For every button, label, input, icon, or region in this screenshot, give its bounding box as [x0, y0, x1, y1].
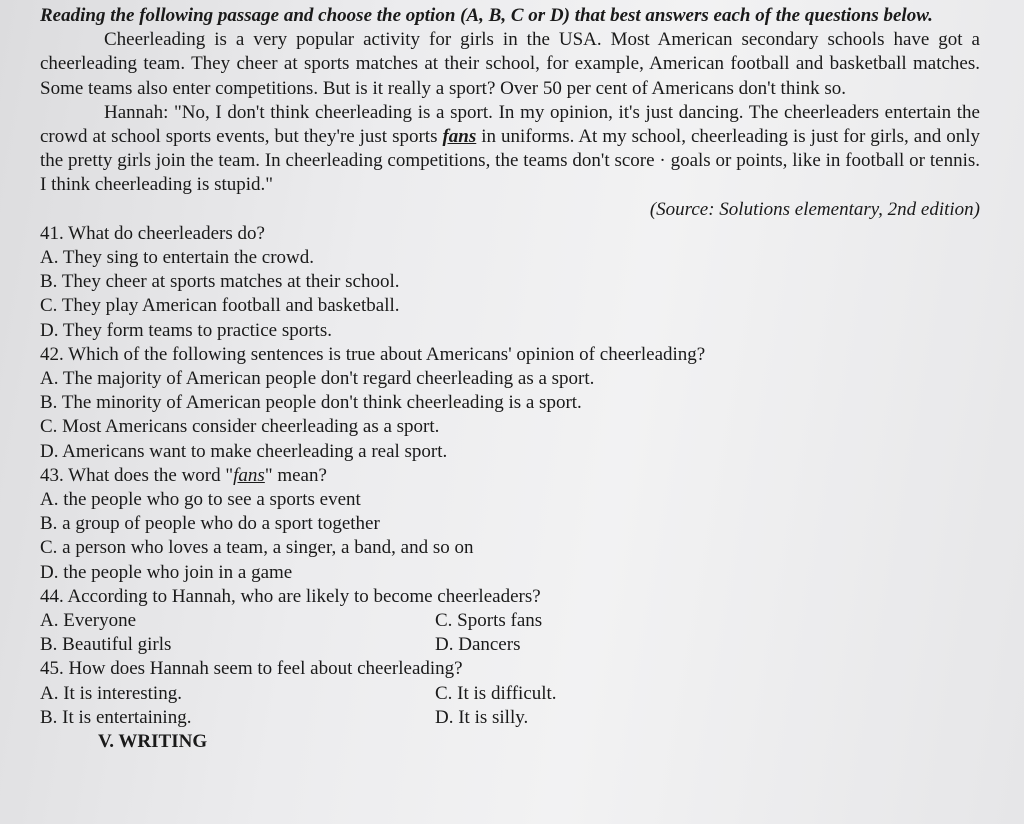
q44-option-a: A. Everyone [40, 610, 137, 632]
q42-option-a: A. The majority of American people don't regard cheerleading as a sport. [40, 368, 595, 390]
passage-paragraph-2 [40, 101, 980, 198]
q44-option-b: B. Beautiful girls [40, 634, 172, 656]
q43-option-c: C. a person who loves a team, a singer, a band, and so on [40, 537, 474, 559]
q45-option-d: D. It is silly. [435, 706, 529, 728]
q43-stem-before: 43. What does the word " [40, 464, 234, 486]
q45-options-row-1 [40, 682, 980, 706]
worksheet-content [40, 4, 980, 754]
question-42: 42. Which of the following sentences is true about Americans' opinion of cheerleading? [40, 343, 706, 365]
instruction: Reading the following passage and choose the option (A, B, C or D) that best answers each of the questions below. [40, 5, 933, 26]
q42-option-c: C. Most Americans consider cheerleading as a sport. [40, 416, 440, 438]
q42-option-b: B. The minority of American people don't think cheerleading is a sport. [40, 392, 582, 414]
section-heading-writing: V. WRITING [98, 731, 208, 753]
q43-option-d: D. the people who join in a game [40, 561, 293, 583]
passage-paragraph-1 [40, 28, 980, 101]
q41-option-a: A. They sing to entertain the crowd. [40, 247, 315, 269]
q41-option-c: C. They play American football and basketball. [40, 295, 400, 317]
q44-option-d: D. Dancers [435, 634, 521, 656]
passage-source: (Source: Solutions elementary, 2nd edition) [649, 198, 980, 220]
passage-p2-before: Hannah: "No, I don't think cheerleading is a sport. In my opinion, it's just dancing. The cheerleaders entertain the crowd at school sports events, but they're just sports [40, 101, 980, 148]
q45-options-row-2 [40, 706, 980, 730]
q43-stem-after: " mean? [264, 464, 327, 486]
q44-option-c: C. Sports fans [435, 610, 543, 632]
q43-option-b: B. a group of people who do a sport together [40, 513, 380, 535]
question-43 [40, 464, 980, 488]
q43-fans-word: fans [233, 464, 265, 486]
question-45: 45. How does Hannah seem to feel about cheerleading? [40, 658, 463, 680]
q44-options-row-1 [40, 609, 980, 633]
q45-option-b: B. It is entertaining. [40, 706, 192, 728]
question-44: 44. According to Hannah, who are likely to become cheerleaders? [40, 585, 541, 607]
q44-options-row-2 [40, 633, 980, 657]
q41-option-d: D. They form teams to practice sports. [40, 319, 332, 341]
passage-p1-text: Cheerleading is a very popular activity for girls in the USA. Most American secondary schools have got a cheerleading team. They cheer at sports matches at their school, for example, American football and basketball matches. Some teams also enter competitions. But is it really a sport? Over 50 per cent of Americans don't think so. [40, 29, 980, 99]
q45-option-a: A. It is interesting. [40, 682, 182, 704]
q45-option-c: C. It is difficult. [435, 682, 557, 704]
question-41: 41. What do cheerleaders do? [40, 222, 265, 244]
q43-option-a: A. the people who go to see a sports event [40, 489, 361, 511]
passage-p2-after: in uniforms. At my school, cheerleading is just for girls, and only the pretty girls join the team. In cheerleading competitions, the teams don't score · goals or points, like in football or tennis. I think cheerleading is stupid." [40, 126, 980, 196]
q42-option-d: D. Americans want to make cheerleading a real sport. [40, 440, 448, 462]
passage-fans-word: fans [442, 126, 477, 148]
q41-option-b: B. They cheer at sports matches at their school. [40, 271, 400, 293]
